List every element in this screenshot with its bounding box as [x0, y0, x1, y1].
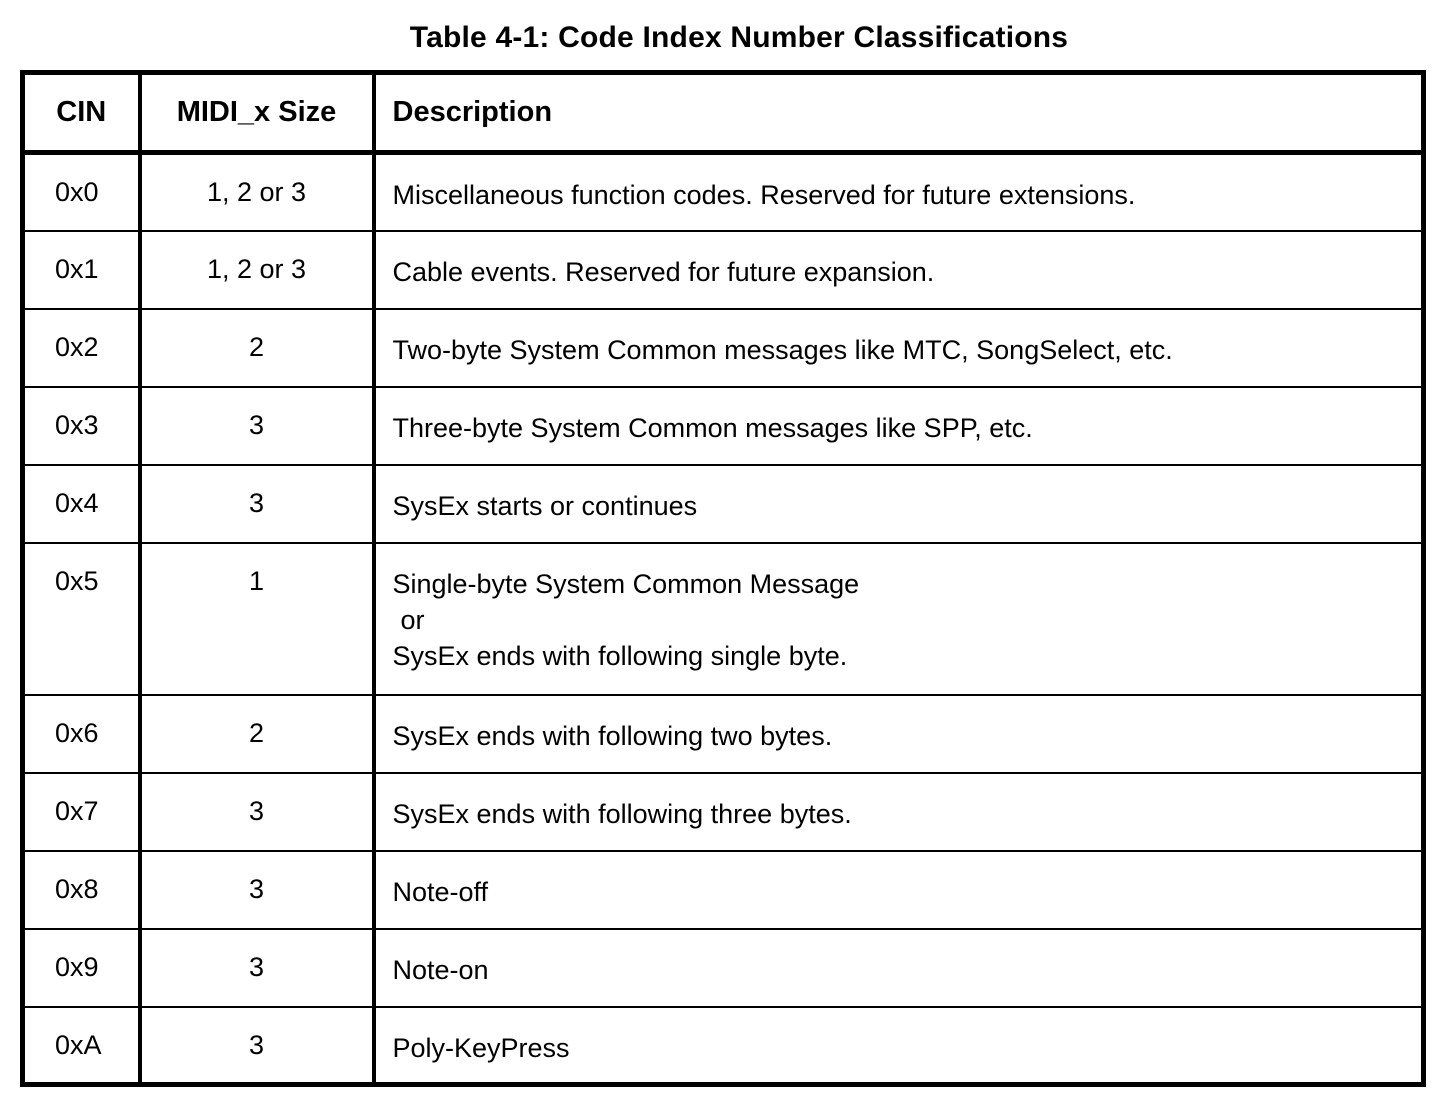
- cell-cin: 0x4: [23, 465, 140, 543]
- cell-description: [374, 773, 1424, 851]
- column-header-description: Description: [374, 73, 1424, 153]
- cell-size: 3: [140, 929, 374, 1007]
- cell-description: [374, 851, 1424, 929]
- cell-size: 3: [140, 773, 374, 851]
- description-line: SysEx ends with following single byte.: [392, 640, 848, 671]
- description-line: SysEx ends with following three bytes.: [392, 798, 852, 829]
- table-row: [23, 153, 1424, 231]
- cin-table: [20, 70, 1426, 1087]
- cell-size: 3: [140, 387, 374, 465]
- cell-cin: 0x9: [23, 929, 140, 1007]
- cell-size: 3: [140, 851, 374, 929]
- description-line: Note-on: [392, 954, 489, 985]
- cell-size: 2: [140, 695, 374, 773]
- table-row: [23, 465, 1424, 543]
- table-row: [23, 929, 1424, 1007]
- cell-size: 2: [140, 309, 374, 387]
- cell-size: 1, 2 or 3: [140, 153, 374, 231]
- cell-cin: 0x0: [23, 153, 140, 231]
- cell-description: [374, 387, 1424, 465]
- cell-cin: 0x7: [23, 773, 140, 851]
- cell-cin: 0xA: [23, 1007, 140, 1085]
- table-title: Table 4-1: Code Index Number Classifications: [409, 21, 1069, 54]
- cell-cin: 0x5: [23, 543, 140, 695]
- description-line: SysEx starts or continues: [392, 490, 698, 521]
- cell-size: 3: [140, 1007, 374, 1085]
- description-line: Miscellaneous function codes. Reserved for future extensions.: [392, 180, 1136, 210]
- description-line: SysEx ends with following two bytes.: [392, 720, 833, 751]
- cell-size: 3: [140, 465, 374, 543]
- table-row: [23, 1007, 1424, 1085]
- cell-description: [374, 231, 1424, 309]
- cell-description: [374, 309, 1424, 387]
- cell-cin: 0x6: [23, 695, 140, 773]
- table-row: [23, 543, 1424, 695]
- cell-cin: 0x1: [23, 231, 140, 309]
- description-line: Note-off: [392, 876, 489, 907]
- header-row: [23, 73, 1424, 153]
- table-row: [23, 309, 1424, 387]
- description-line: or: [400, 604, 425, 635]
- cell-size: 1, 2 or 3: [140, 231, 374, 309]
- cell-description: [374, 929, 1424, 1007]
- description-line: Cable events. Reserved for future expansion.: [392, 256, 935, 287]
- description-line: Two-byte System Common messages like MTC, SongSelect, etc.: [392, 334, 1173, 365]
- cell-description: [374, 695, 1424, 773]
- column-header-size: MIDI_x Size: [140, 73, 374, 153]
- column-header-cin: CIN: [23, 73, 140, 153]
- table-row: [23, 695, 1424, 773]
- table-row: [23, 773, 1424, 851]
- table-header: [23, 73, 1424, 153]
- cell-description: [374, 1007, 1424, 1085]
- table-row: [23, 387, 1424, 465]
- table-row: [23, 851, 1424, 929]
- description-line: Poly-KeyPress: [392, 1032, 570, 1063]
- description-line: Three-byte System Common messages like SPP, etc.: [392, 412, 1033, 443]
- table-row: [23, 231, 1424, 309]
- description-line: Single-byte System Common Message: [392, 568, 860, 599]
- cell-cin: 0x3: [23, 387, 140, 465]
- cell-cin: 0x2: [23, 309, 140, 387]
- cell-description: [374, 465, 1424, 543]
- cell-description: [374, 543, 1424, 695]
- cell-size: 1: [140, 543, 374, 695]
- cell-cin: 0x8: [23, 851, 140, 929]
- cell-description: [374, 153, 1424, 231]
- table-body: [23, 153, 1424, 1085]
